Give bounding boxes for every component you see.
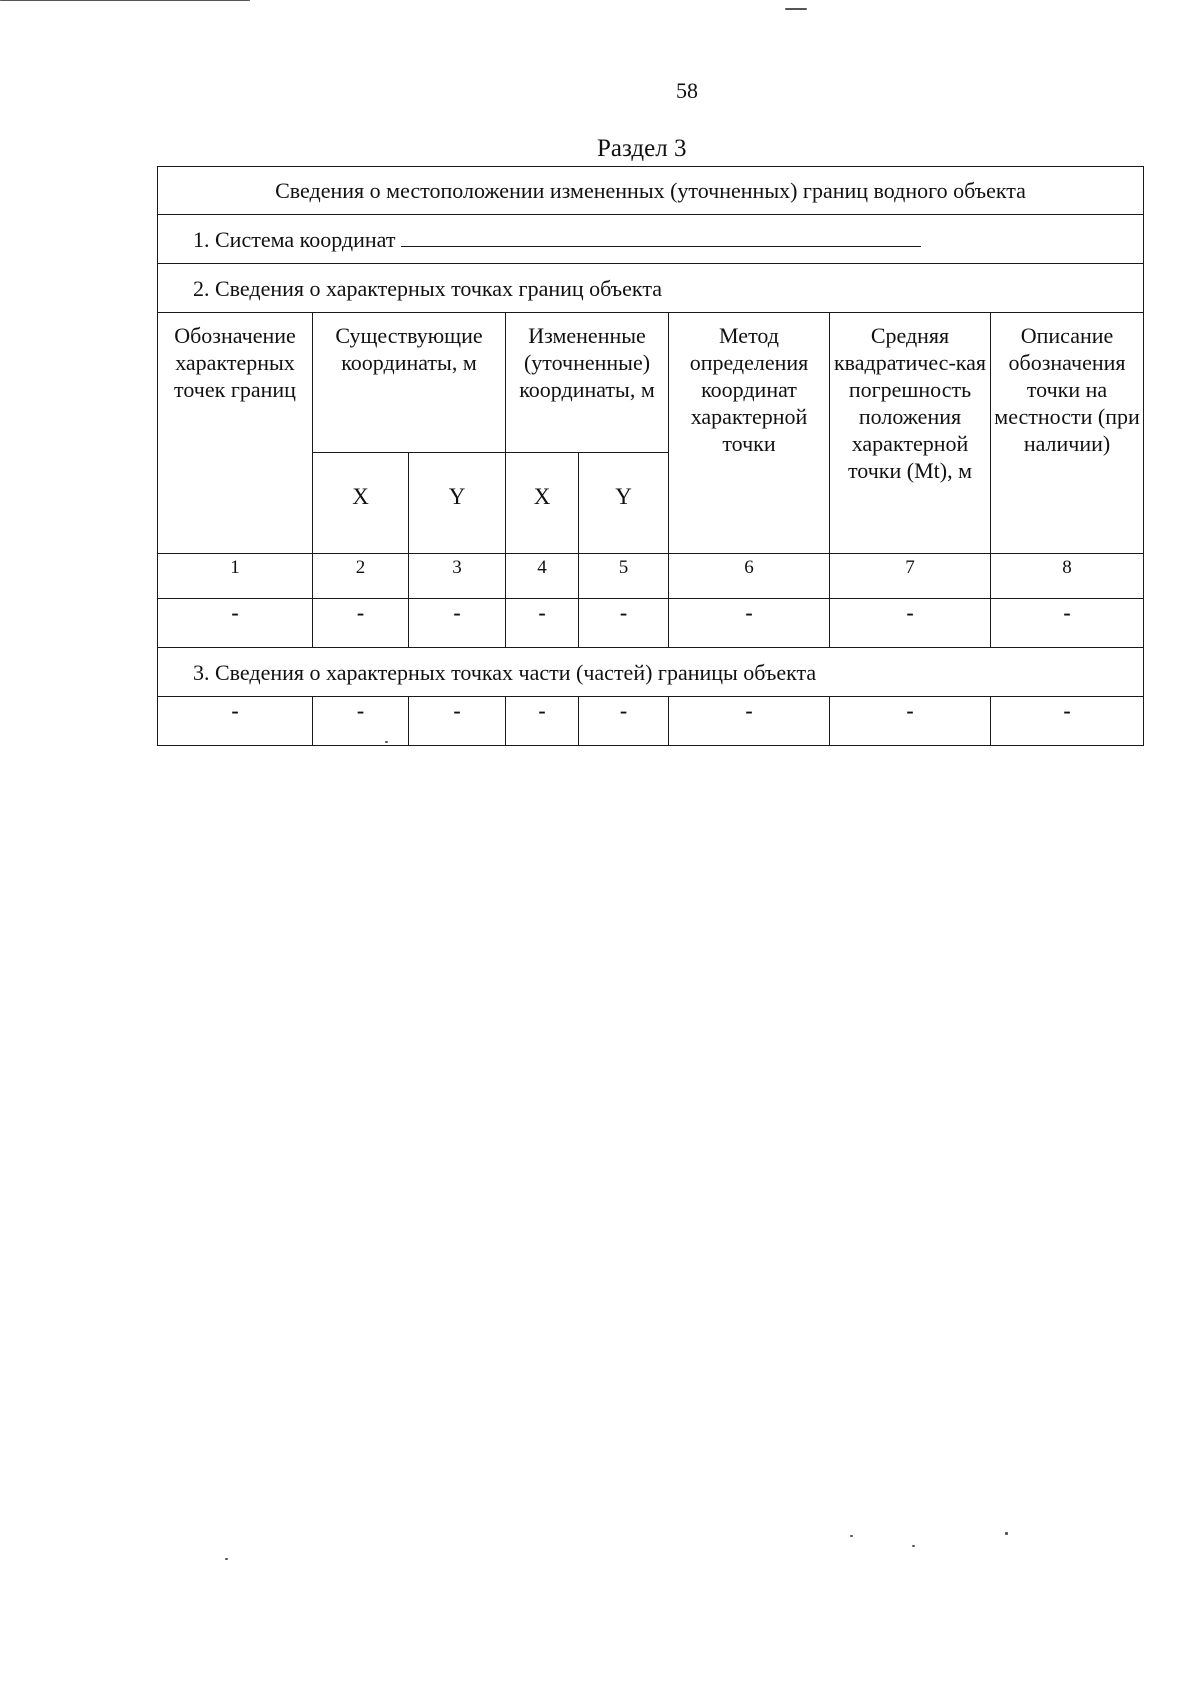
table-cell: -: [313, 599, 409, 648]
scan-speck: [785, 8, 807, 10]
col-number: 3: [409, 554, 506, 599]
header-y-existing: Y: [409, 453, 506, 554]
points-heading-row: [158, 264, 1144, 313]
coord-system-row: [158, 215, 1144, 264]
col-number: 6: [669, 554, 830, 599]
col-number: 7: [830, 554, 991, 599]
table-row: [158, 697, 1144, 746]
col-number: 4: [506, 554, 579, 599]
table-cell: -: [506, 697, 579, 746]
col-number: 2: [313, 554, 409, 599]
table-cell: -: [669, 599, 830, 648]
points-heading: 2. Сведения о характерных точках границ объекта: [158, 264, 1144, 313]
col-number: 8: [991, 554, 1144, 599]
header-x-changed: X: [506, 453, 579, 554]
table-row: [158, 599, 1144, 648]
header-row-1: [158, 313, 1144, 453]
table-cell: -: [991, 697, 1144, 746]
scan-speck: [385, 741, 388, 743]
table-cell: -: [669, 697, 830, 746]
col-number: 5: [579, 554, 669, 599]
header-x-existing: X: [313, 453, 409, 554]
part-points-heading: 3. Сведения о характерных точках части (частей) границы объекта: [158, 648, 1144, 697]
section-title: Раздел 3: [597, 135, 687, 162]
col-number: 1: [158, 554, 313, 599]
table-title-row: [158, 167, 1144, 215]
header-error: Средняя квадратичес-кая погрешность положения характерной точки (Mt), м: [830, 313, 991, 554]
table-cell: -: [579, 697, 669, 746]
table-cell: -: [313, 697, 409, 746]
header-changed: Измененные (уточненные) координаты, м: [506, 313, 669, 453]
page-number: 58: [676, 78, 698, 103]
table-cell: -: [506, 599, 579, 648]
column-number-row: [158, 554, 1144, 599]
table-cell: -: [830, 599, 991, 648]
table-cell: -: [409, 599, 506, 648]
table-cell: -: [830, 697, 991, 746]
table-cell: -: [579, 599, 669, 648]
scan-speck: [225, 1558, 228, 1560]
header-y-changed: Y: [579, 453, 669, 554]
coord-system-blank-line: [401, 226, 921, 247]
table-cell: -: [158, 697, 313, 746]
table-cell: -: [991, 599, 1144, 648]
table-cell: -: [409, 697, 506, 746]
coord-system-label: 1. Система координат: [193, 226, 396, 252]
boundary-table: [157, 166, 1144, 746]
scan-speck: [1005, 1532, 1008, 1535]
scan-speck: [912, 1545, 915, 1547]
header-existing: Существующие координаты, м: [313, 313, 506, 453]
coord-system-cell: [158, 215, 1144, 264]
table-cell: -: [158, 599, 313, 648]
header-col1: Обозначение характерных точек границ: [158, 313, 313, 554]
scan-speck: [0, 0, 250, 1]
header-description: Описание обозначения точки на местности (при наличии): [991, 313, 1144, 554]
header-method: Метод определения координат характерной точки: [669, 313, 830, 554]
table-title: Сведения о местоположении измененных (уточненных) границ водного объекта: [158, 167, 1144, 215]
scan-speck: [850, 1535, 853, 1537]
part-points-heading-row: [158, 648, 1144, 697]
